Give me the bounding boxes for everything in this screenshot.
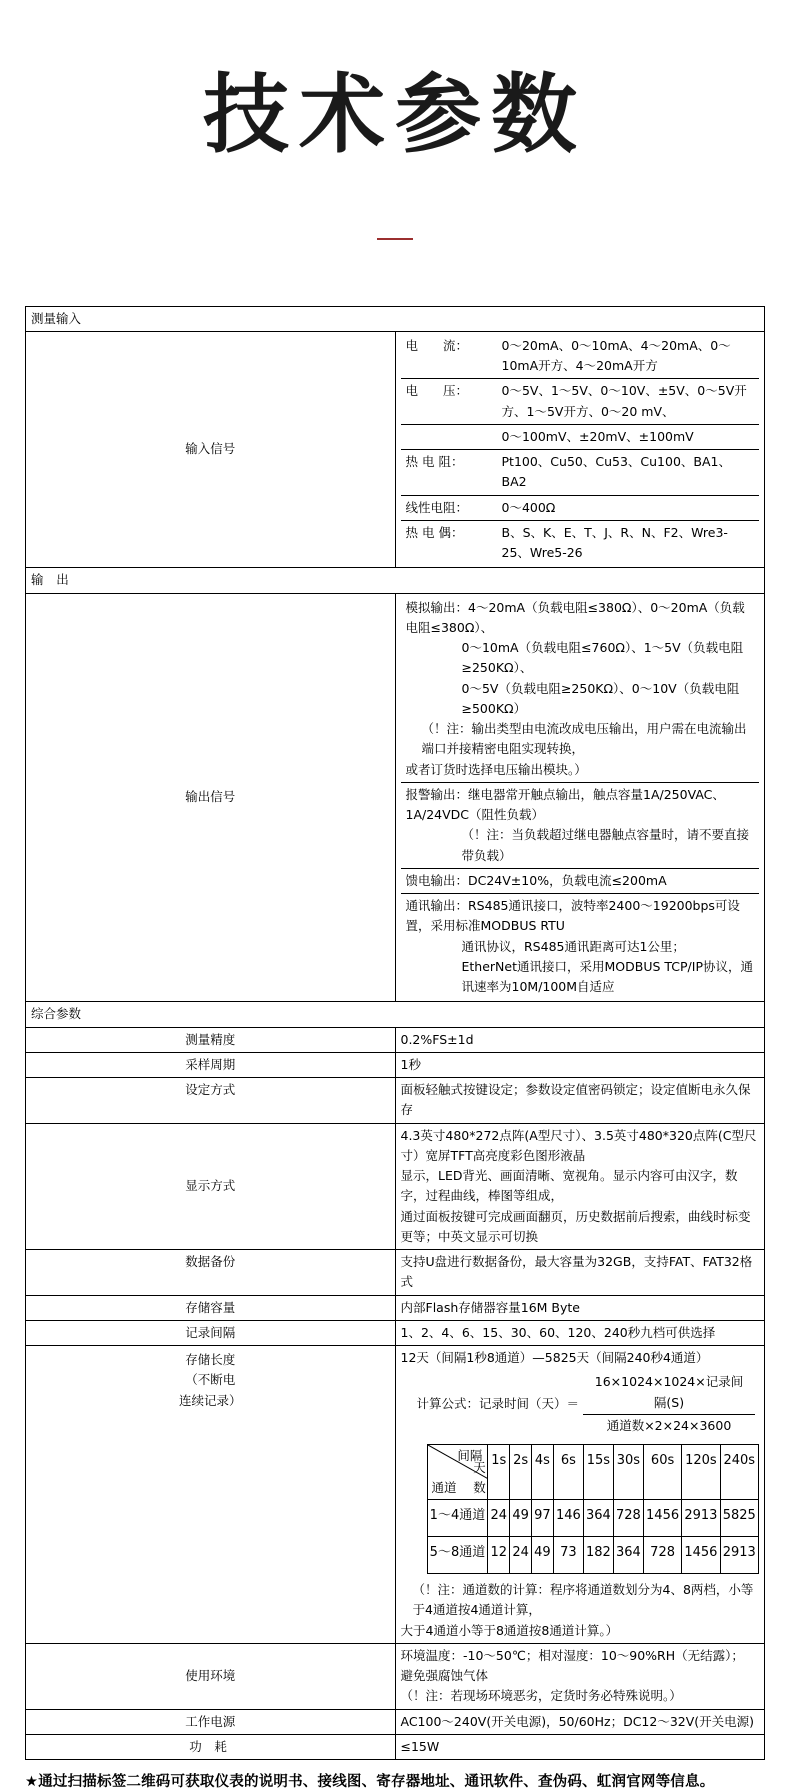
table-row	[26, 1734, 765, 1759]
grid-corner-days-label: 天数	[473, 1459, 486, 1495]
output-analog-line1: 模拟输出：4～20mA（负载电阻≤380Ω）、0～20mA（负载电阻≤380Ω）、	[405, 599, 745, 635]
list-item	[401, 495, 760, 520]
output-power-feed: 馈电输出：DC24V±10%，负载电流≤200mA	[401, 868, 760, 893]
row-label-capacity: 存储容量	[26, 1295, 396, 1320]
input-voltage-key: 电 压：	[401, 379, 497, 425]
list-item	[401, 520, 760, 565]
table-row	[26, 1709, 765, 1734]
row-label-accuracy: 测量精度	[26, 1027, 396, 1052]
spec-table	[25, 306, 765, 1761]
row-value-setting: 面板轻触式按键设定；参数设定值密码锁定；设定值断电永久保存	[395, 1078, 765, 1124]
display-line1: 4.3英寸480*272点阵(A型尺寸）、3.5英寸480*320点阵(C型尺寸）宽屏TFT高亮度彩色图形液晶	[400, 1127, 757, 1163]
grid-cell: 1456	[682, 1537, 720, 1574]
grid-row-label-5-8: 5～8通道	[427, 1537, 488, 1574]
row-value-output-signal	[395, 593, 765, 1002]
grid-corner-bottom-label: 通道	[431, 1479, 457, 1495]
list-item	[401, 450, 760, 496]
storage-formula-fraction	[583, 1372, 755, 1436]
storage-note-line1: （！注：通道数的计算：程序将通道数划分为4、8两档，小等于4通道按4通道计算，	[412, 1582, 754, 1618]
grid-cell: 24	[488, 1500, 510, 1537]
grid-cell: 1456	[643, 1500, 681, 1537]
output-analog-note2: 或者订货时选择电压输出模块。）	[405, 761, 587, 777]
table-row	[26, 1643, 765, 1709]
table-row	[26, 1295, 765, 1320]
table-row	[427, 1500, 759, 1537]
storage-grid	[427, 1444, 760, 1574]
grid-cell: 728	[613, 1500, 643, 1537]
storage-length-headline: 12天（间隔1秒8通道）—5825天（间隔240秒4通道）	[400, 1350, 709, 1366]
row-label-environment: 使用环境	[26, 1643, 396, 1709]
row-label-interval: 记录间隔	[26, 1320, 396, 1345]
output-analog	[401, 596, 760, 783]
input-current-value: 0～20mA、0～10mA、4～20mA、0～10mA开方、4～20mA开方	[497, 334, 760, 379]
display-line3: 通过面板按键可完成画面翻页，历史数据前后搜索，曲线时标变更等；中英文显示可切换	[400, 1208, 751, 1244]
list-item	[401, 868, 760, 893]
title-divider-wrap	[0, 225, 790, 244]
grid-corner	[428, 1445, 488, 1499]
title-divider	[377, 238, 413, 240]
environment-line2: （！注：若现场环境恶劣，定货时务必特殊说明。）	[400, 1688, 682, 1704]
table-row	[427, 1537, 759, 1574]
grid-cell: 182	[583, 1537, 613, 1574]
grid-col-1s: 1s	[488, 1445, 510, 1500]
table-row	[26, 1250, 765, 1296]
grid-row-label-1-4: 1～4通道	[427, 1500, 488, 1537]
row-value-environment	[395, 1643, 765, 1709]
output-comm-line2: 通讯协议，RS485通讯距离可达1公里；	[461, 938, 685, 954]
environment-line1: 环境温度：-10～50℃；相对湿度：10～90%RH（无结露）； 避免强腐蚀气体	[400, 1647, 744, 1684]
input-linear-res-value: 0～400Ω	[497, 495, 760, 520]
output-comm-line3: EtherNet通讯接口，采用MODBUS TCP/IP协议，通讯速率为10M/100M自适应	[461, 958, 753, 995]
list-item	[401, 424, 760, 449]
storage-length-label-line3: 连续记录）	[178, 1392, 242, 1408]
storage-formula-numerator: 16×1024×1024×记录间隔(S)	[583, 1372, 755, 1415]
input-current-key: 电 流：	[401, 334, 497, 379]
input-rtd-key: 热 电 阻：	[401, 450, 497, 496]
table-row	[26, 1123, 765, 1250]
row-value-accuracy: 0.2%FS±1d	[395, 1027, 765, 1052]
page-title: 技术参数	[203, 65, 587, 165]
consumption-label-text: 功 耗	[189, 1738, 232, 1754]
row-value-consumption: ≤15W	[395, 1734, 765, 1759]
row-label-sampling: 采样周期	[26, 1052, 396, 1077]
input-linear-res-key: 线性电阻：	[401, 495, 497, 520]
table-row	[26, 1078, 765, 1124]
grid-cell: 146	[553, 1500, 583, 1537]
grid-col-240s: 240s	[720, 1445, 758, 1500]
grid-col-2s: 2s	[510, 1445, 532, 1500]
output-comm	[401, 894, 760, 1000]
table-row	[26, 306, 765, 331]
grid-col-15s: 15s	[583, 1445, 613, 1500]
input-rtd-value: Pt100、Cu50、Cu53、Cu100、BA1、BA2	[497, 450, 760, 496]
input-tc-value: B、S、K、E、T、J、R、N、F2、Wre3-25、Wre5-26	[501, 524, 728, 561]
table-row	[26, 1027, 765, 1052]
row-label-power: 工作电源	[26, 1709, 396, 1734]
row-label-output-signal: 输出信号	[26, 593, 396, 1002]
grid-cell: 73	[553, 1537, 583, 1574]
grid-cell: 2913	[720, 1537, 758, 1574]
storage-formula-lead: 计算公式：记录时间（天）＝	[416, 1396, 580, 1412]
output-comm-line1: 通讯输出：RS485通讯接口，波特率2400～19200bps可设置，采用标准MODBUS RTU	[405, 898, 740, 934]
row-label-consumption	[26, 1734, 396, 1759]
row-value-input-signal	[395, 331, 765, 568]
section-measure-input: 测量输入	[26, 306, 765, 331]
output-alarm-line1: 报警输出：继电器常开触点输出，触点容量1A/250VAC、1A/24VDC（阻性负载）	[405, 786, 725, 823]
spec-table-wrap	[25, 306, 765, 1761]
table-row	[26, 1320, 765, 1345]
row-label-backup: 数据备份	[26, 1250, 396, 1296]
grid-cell: 97	[532, 1500, 554, 1537]
output-alarm	[401, 782, 760, 868]
storage-formula-denominator: 通道数×2×24×3600	[606, 1417, 732, 1433]
display-line2: 显示，LED背光、画面清晰、宽视角。显示内容可由汉字，数字，过程曲线，棒图等组成，	[400, 1168, 738, 1204]
input-tc-key: 热 电 偶：	[405, 524, 464, 540]
row-label-display: 显示方式	[26, 1123, 396, 1250]
grid-cell: 364	[613, 1537, 643, 1574]
output-analog-line3: 0～5V（负载电阻≥250KΩ）、0～10V（负载电阻≥500KΩ）	[461, 680, 740, 716]
grid-cell: 364	[583, 1500, 613, 1537]
table-row	[26, 568, 765, 593]
grid-cell: 49	[510, 1500, 532, 1537]
input-voltage-value: 0～5V、1～5V、0～10V、±5V、0～5V开方、1～5V开方、0～20 mV、	[497, 379, 760, 425]
row-value-power: AC100～240V(开关电源)，50/60Hz；DC12～32V(开关电源)	[395, 1709, 765, 1734]
row-value-display	[395, 1123, 765, 1250]
table-row	[26, 593, 765, 1002]
grid-cell: 24	[510, 1537, 532, 1574]
grid-cell: 49	[532, 1537, 554, 1574]
row-label-setting: 设定方式	[26, 1078, 396, 1124]
list-item	[401, 894, 760, 1000]
row-value-storage-length	[395, 1346, 765, 1644]
storage-length-label-line2: （不断电	[185, 1372, 236, 1388]
grid-col-120s: 120s	[682, 1445, 720, 1500]
input-voltage-key2	[401, 424, 497, 449]
grid-cell: 728	[643, 1537, 681, 1574]
footer-note: ★通过扫描标签二维码可获取仪表的说明书、接线图、寄存器地址、通讯软件、查伪码、虹润官网等信息。	[25, 1774, 715, 1791]
input-signal-list	[401, 334, 760, 566]
list-item	[401, 596, 760, 783]
section-output	[26, 568, 765, 593]
grid-col-60s: 60s	[643, 1445, 681, 1500]
input-voltage-value2: 0～100mV、±20mV、±100mV	[497, 424, 760, 449]
section-general: 综合参数	[26, 1002, 765, 1027]
output-signal-groups	[401, 596, 760, 1000]
grid-corner-top-label: 间隔	[457, 1448, 483, 1464]
grid-cell: 12	[488, 1537, 510, 1574]
table-row	[427, 1445, 759, 1500]
output-analog-line2: 0～10mA（负载电阻≤760Ω）、1～5V（负载电阻≥250KΩ）、	[461, 640, 744, 676]
storage-note-line2: 大于4通道小等于8通道按8通道计算。）	[400, 1622, 619, 1638]
table-row	[26, 331, 765, 568]
grid-cell: 2913	[682, 1500, 720, 1537]
grid-corner-cell	[427, 1445, 488, 1500]
row-value-backup: 支持U盘进行数据备份，最大容量为32GB，支持FAT、FAT32格式	[395, 1250, 765, 1296]
grid-cell: 5825	[720, 1500, 758, 1537]
table-row	[26, 1346, 765, 1644]
grid-col-30s: 30s	[613, 1445, 643, 1500]
grid-col-6s: 6s	[553, 1445, 583, 1500]
table-row	[26, 1002, 765, 1027]
row-value-sampling: 1秒	[395, 1052, 765, 1077]
storage-grid-wrap	[427, 1444, 760, 1574]
list-item	[401, 334, 760, 379]
list-item	[401, 782, 760, 868]
output-analog-note1: （！注：输出类型由电流改成电压输出，用户需在电流输出端口并接精密电阻实现转换，	[421, 721, 747, 757]
row-label-storage-length	[26, 1346, 396, 1644]
list-item	[401, 379, 760, 425]
row-value-interval: 1、2、4、6、15、30、60、120、240秒九档可供选择	[395, 1320, 765, 1345]
row-label-input-signal: 输入信号	[26, 331, 396, 568]
page-title-area	[0, 0, 790, 163]
storage-formula	[417, 1372, 760, 1436]
table-row	[26, 1052, 765, 1077]
output-alarm-note: （！注：当负载超过继电器触点容量时，请不要直接带负载）	[461, 827, 750, 863]
grid-col-4s: 4s	[532, 1445, 554, 1500]
row-value-capacity: 内部Flash存储器容量16M Byte	[395, 1295, 765, 1320]
section-output-label: 输 出	[31, 572, 74, 588]
storage-length-label-line1: 存储长度	[185, 1352, 236, 1368]
